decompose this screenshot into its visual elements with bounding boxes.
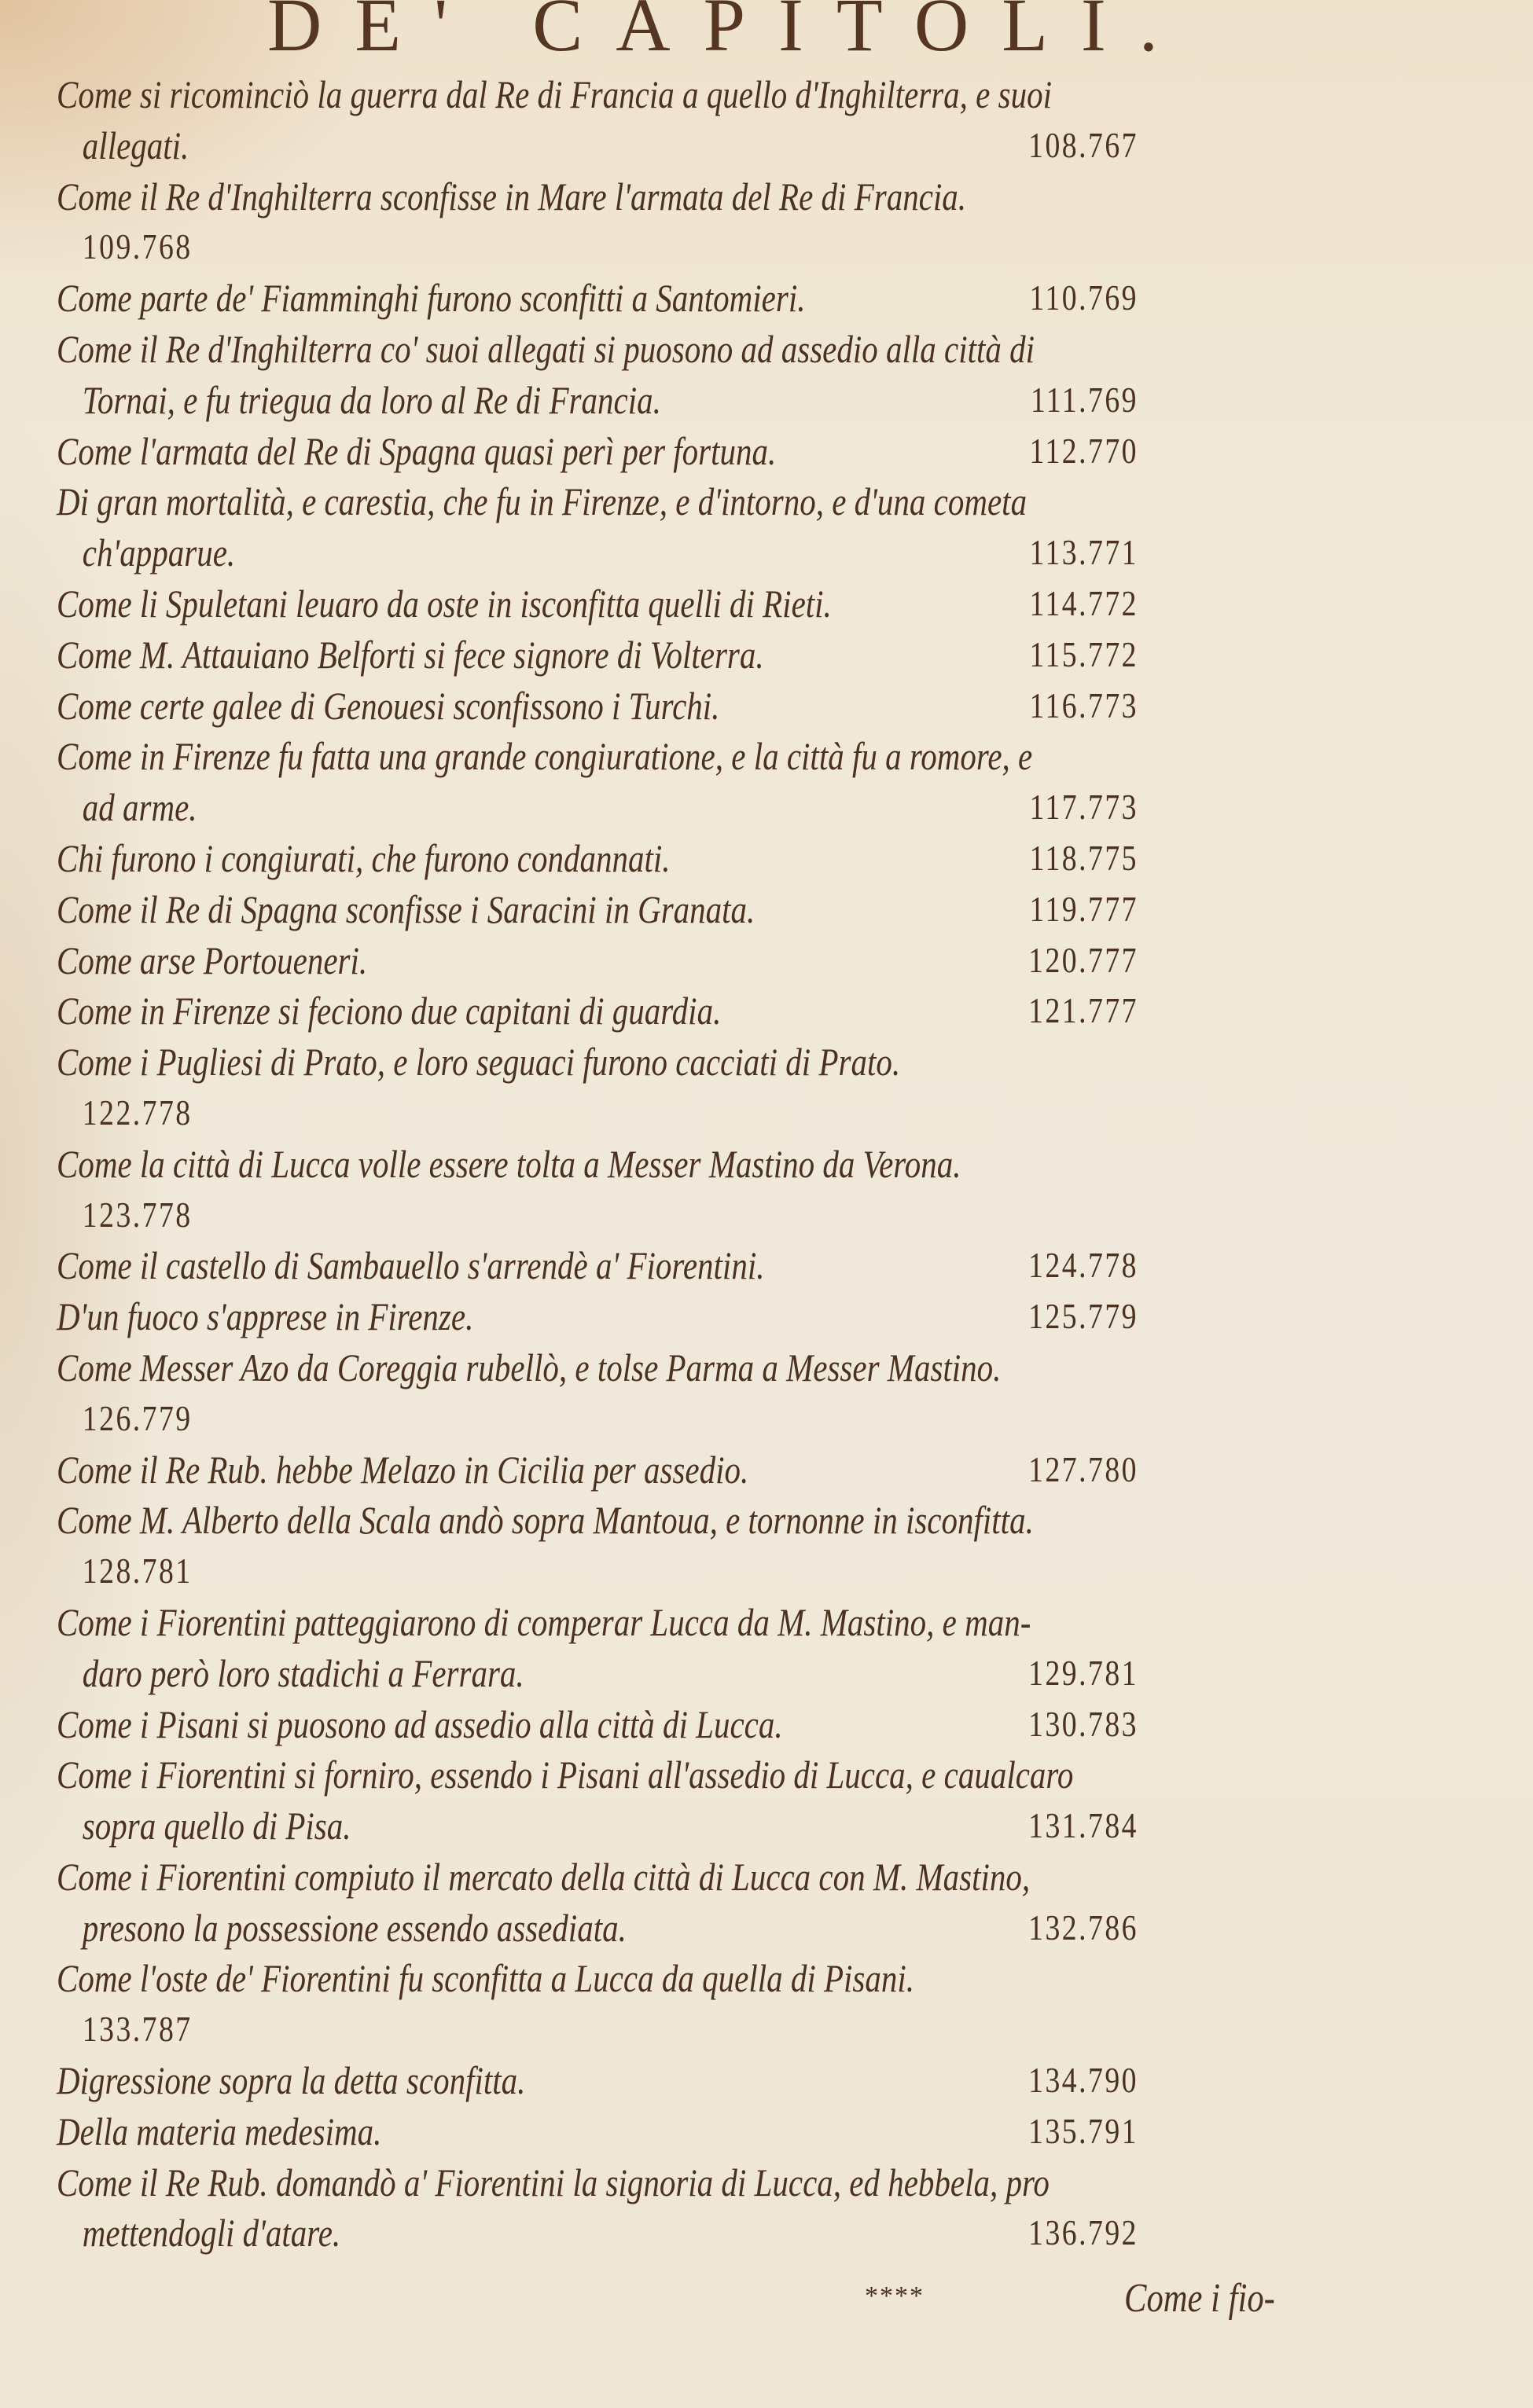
chapter-page-number: 111.769 [1030, 379, 1138, 420]
entry-text: mettendogli d'atare. [82, 2211, 341, 2256]
catchword: Come i fio- [1124, 2276, 1275, 2321]
entry-title-line [57, 935, 1377, 986]
toc-entry [57, 2157, 1377, 2259]
toc-entry [57, 1597, 1377, 1699]
entry-text: Come certe galee di Genouesi sconfissono i Turchi. [57, 683, 720, 728]
toc-entry [57, 935, 1377, 986]
entry-text: Come Messer Azo da Coreggia rubellò, e tolse Parma a Messer Mastino. [57, 1345, 1002, 1389]
chapter-page-number: 131.784 [1028, 1805, 1138, 1846]
entry-continuation-line [57, 2208, 1377, 2259]
chapter-page-number: 109.768 [82, 226, 193, 267]
table-of-contents [57, 69, 1377, 2259]
entry-text: Della materia medesima. [57, 2109, 382, 2153]
entry-title-line [57, 69, 1377, 120]
entry-title-line [57, 2157, 1377, 2208]
toc-entry [57, 578, 1377, 630]
toc-entry [57, 884, 1377, 935]
entry-title-line [57, 426, 1377, 477]
entry-text: Come si ricominciò la guerra dal Re di Francia a quello d'Inghilterra, e suoi [57, 72, 1052, 116]
entry-title-line [57, 1139, 1377, 1190]
entry-text: Come la città di Lucca volle essere tolta a Messer Mastino da Verona. [57, 1141, 961, 1186]
toc-entry [57, 2055, 1377, 2106]
entry-text: Come il Re d'Inghilterra co' suoi allegati si puosono ad assedio alla città di [57, 326, 1035, 371]
entry-text: Digressione sopra la detta sconfitta. [57, 2058, 526, 2103]
toc-entry [57, 1495, 1377, 1597]
entry-title-line [57, 1852, 1377, 1903]
entry-text: Di gran mortalità, e carestia, che fu in Firenze, e d'intorno, e d'una cometa [57, 479, 1028, 524]
chapter-page-number: 135.791 [1028, 2110, 1138, 2151]
entry-title-line [57, 476, 1377, 527]
entry-continuation-line [57, 1903, 1377, 1954]
chapter-page-number: 129.781 [1028, 1652, 1138, 1693]
entry-continuation-line [57, 1800, 1377, 1852]
chapter-page-number: 116.773 [1029, 685, 1138, 725]
entry-title-line [57, 1495, 1377, 1546]
chapter-page-number: 108.767 [1028, 124, 1138, 165]
toc-entry [57, 1444, 1377, 1496]
toc-entry [57, 2106, 1377, 2157]
chapter-page-number: 117.773 [1029, 787, 1138, 828]
toc-entry [57, 171, 1377, 273]
toc-entry [57, 426, 1377, 477]
entry-title-line [57, 171, 1377, 222]
entry-title-line [57, 681, 1377, 732]
entry-text: allegati. [82, 123, 189, 167]
entry-continuation-line [57, 782, 1377, 833]
entry-continuation-line [57, 527, 1377, 578]
entry-text: sopra quello di Pisa. [82, 1804, 351, 1848]
chapter-page-number: 119.777 [1029, 888, 1138, 929]
toc-entry [57, 476, 1377, 578]
chapter-page-number: 115.772 [1029, 633, 1138, 674]
chapter-page-number: 122.778 [82, 1092, 193, 1132]
entry-number-line [57, 1190, 1377, 1241]
toc-entry [57, 986, 1377, 1037]
toc-entry [57, 324, 1377, 426]
toc-entry [57, 1852, 1377, 1954]
entry-number-line [57, 1393, 1377, 1444]
toc-entry [57, 1291, 1377, 1342]
chapter-page-number: 112.770 [1029, 430, 1138, 471]
chapter-page-number: 123.778 [82, 1194, 193, 1235]
entry-text: Come l'armata del Re di Spagna quasi perì per fortuna. [57, 428, 777, 473]
entry-text: Come in Firenze si feciono due capitani di guardia. [57, 989, 722, 1033]
entry-continuation-line [57, 120, 1377, 171]
entry-text: daro però loro stadichi a Ferrara. [82, 1650, 524, 1695]
chapter-page-number: 125.779 [1028, 1296, 1138, 1337]
entry-text: Come il castello di Sambauello s'arrendè a' Fiorentini. [57, 1243, 765, 1288]
entry-title-line [57, 1342, 1377, 1393]
chapter-page-number: 124.778 [1028, 1245, 1138, 1286]
page-footer [865, 2275, 1384, 2322]
chapter-page-number: 134.790 [1028, 2060, 1138, 2101]
entry-text: Come l'oste de' Fiorentini fu sconfitta a Lucca da quella di Pisani. [57, 1956, 915, 2001]
toc-entry [57, 1240, 1377, 1291]
entry-number-line [57, 2004, 1377, 2055]
signature-mark: **** [865, 2281, 925, 2311]
entry-text: Come il Re Rub. domandò a' Fiorentini la signoria di Lucca, ed hebbela, pro [57, 2160, 1050, 2204]
entry-text: Chi furono i congiurati, che furono condannati. [57, 835, 671, 880]
entry-text: ad arme. [82, 785, 197, 830]
toc-entry [57, 1139, 1377, 1241]
chapter-page-number: 132.786 [1028, 1907, 1138, 1947]
entry-text: Come M. Alberto della Scala andò sopra Mantoua, e tornonne in isconfitta. [57, 1498, 1034, 1543]
chapter-page-number: 118.775 [1029, 837, 1138, 878]
toc-entry [57, 630, 1377, 681]
entry-title-line [57, 1953, 1377, 2004]
toc-entry [57, 1342, 1377, 1444]
chapter-page-number: 121.777 [1028, 990, 1138, 1031]
entry-title-line [57, 1291, 1377, 1342]
entry-text: Come li Spuletani leuaro da oste in isconfitta quelli di Rieti. [57, 581, 832, 626]
entry-text: Come il Re di Spagna sconfisse i Saracini in Granata. [57, 886, 755, 931]
entry-title-line [57, 1037, 1377, 1088]
chapter-page-number: 120.777 [1028, 939, 1138, 980]
chapter-page-number: 126.779 [82, 1397, 193, 1438]
entry-title-line [57, 1699, 1377, 1750]
entry-title-line [57, 1597, 1377, 1648]
entry-continuation-line [57, 375, 1377, 426]
toc-entry [57, 1749, 1377, 1852]
toc-entry [57, 1699, 1377, 1750]
entry-number-line [57, 1546, 1377, 1597]
entry-text: presono la possessione essendo assediata. [82, 1905, 627, 1950]
entry-text: Come M. Attauiano Belforti si fece signore di Volterra. [57, 632, 764, 677]
chapter-page-number: 130.783 [1028, 1703, 1138, 1744]
entry-text: Come i Pisani si puosono ad assedio alla città di Lucca. [57, 1701, 783, 1746]
entry-text: Come il Re Rub. hebbe Melazo in Cicilia per assedio. [57, 1447, 749, 1492]
page-title: DE' CAPITOLI. [267, 0, 1191, 67]
entry-text: Come i Fiorentini compiuto il mercato della città di Lucca con M. Mastino, [57, 1854, 1031, 1899]
entry-continuation-line [57, 1648, 1377, 1699]
chapter-page-number: 136.792 [1028, 2212, 1138, 2253]
chapter-page-number: 133.787 [82, 2009, 193, 2050]
chapter-page-number: 110.769 [1029, 277, 1138, 318]
entry-title-line [57, 2055, 1377, 2106]
toc-entry [57, 681, 1377, 732]
toc-entry [57, 1953, 1377, 2055]
entry-title-line [57, 2106, 1377, 2157]
entry-text: Come i Pugliesi di Prato, e loro seguaci furono cacciati di Prato. [57, 1040, 901, 1085]
entry-text: Come i Fiorentini patteggiarono di comperar Lucca da M. Mastino, e man- [57, 1599, 1031, 1644]
entry-text: Come in Firenze fu fatta una grande congiuratione, e la città fu a romore, e [57, 734, 1033, 779]
entry-title-line [57, 273, 1377, 324]
chapter-page-number: 114.772 [1029, 582, 1138, 623]
toc-entry [57, 1037, 1377, 1139]
entry-text: D'un fuoco s'apprese in Firenze. [57, 1294, 474, 1339]
entry-text: ch'apparue. [82, 530, 236, 575]
entry-title-line [57, 578, 1377, 630]
entry-title-line [57, 731, 1377, 782]
entry-title-line [57, 630, 1377, 681]
entry-title-line [57, 986, 1377, 1037]
entry-title-line [57, 1444, 1377, 1496]
entry-title-line [57, 884, 1377, 935]
entry-text: Come i Fiorentini si forniro, essendo i Pisani all'assedio di Lucca, e caualcaro [57, 1753, 1074, 1797]
entry-title-line [57, 324, 1377, 375]
chapter-page-number: 127.780 [1028, 1448, 1138, 1489]
entry-text: Come parte de' Fiamminghi furono sconfitti a Santomieri. [57, 276, 806, 321]
entry-number-line [57, 222, 1377, 273]
toc-entry [57, 731, 1377, 833]
toc-entry [57, 833, 1377, 884]
toc-entry [57, 273, 1377, 324]
chapter-page-number: 113.771 [1029, 532, 1138, 573]
entry-title-line [57, 833, 1377, 884]
entry-title-line [57, 1749, 1377, 1800]
entry-text: Come il Re d'Inghilterra sconfisse in Mare l'armata del Re di Francia. [57, 174, 967, 218]
toc-entry [57, 69, 1377, 171]
entry-text: Come arse Portoueneri. [57, 938, 368, 982]
entry-number-line [57, 1088, 1377, 1139]
chapter-page-number: 128.781 [82, 1551, 193, 1591]
entry-title-line [57, 1240, 1377, 1291]
entry-text: Tornai, e fu triegua da loro al Re di Francia. [82, 377, 661, 422]
